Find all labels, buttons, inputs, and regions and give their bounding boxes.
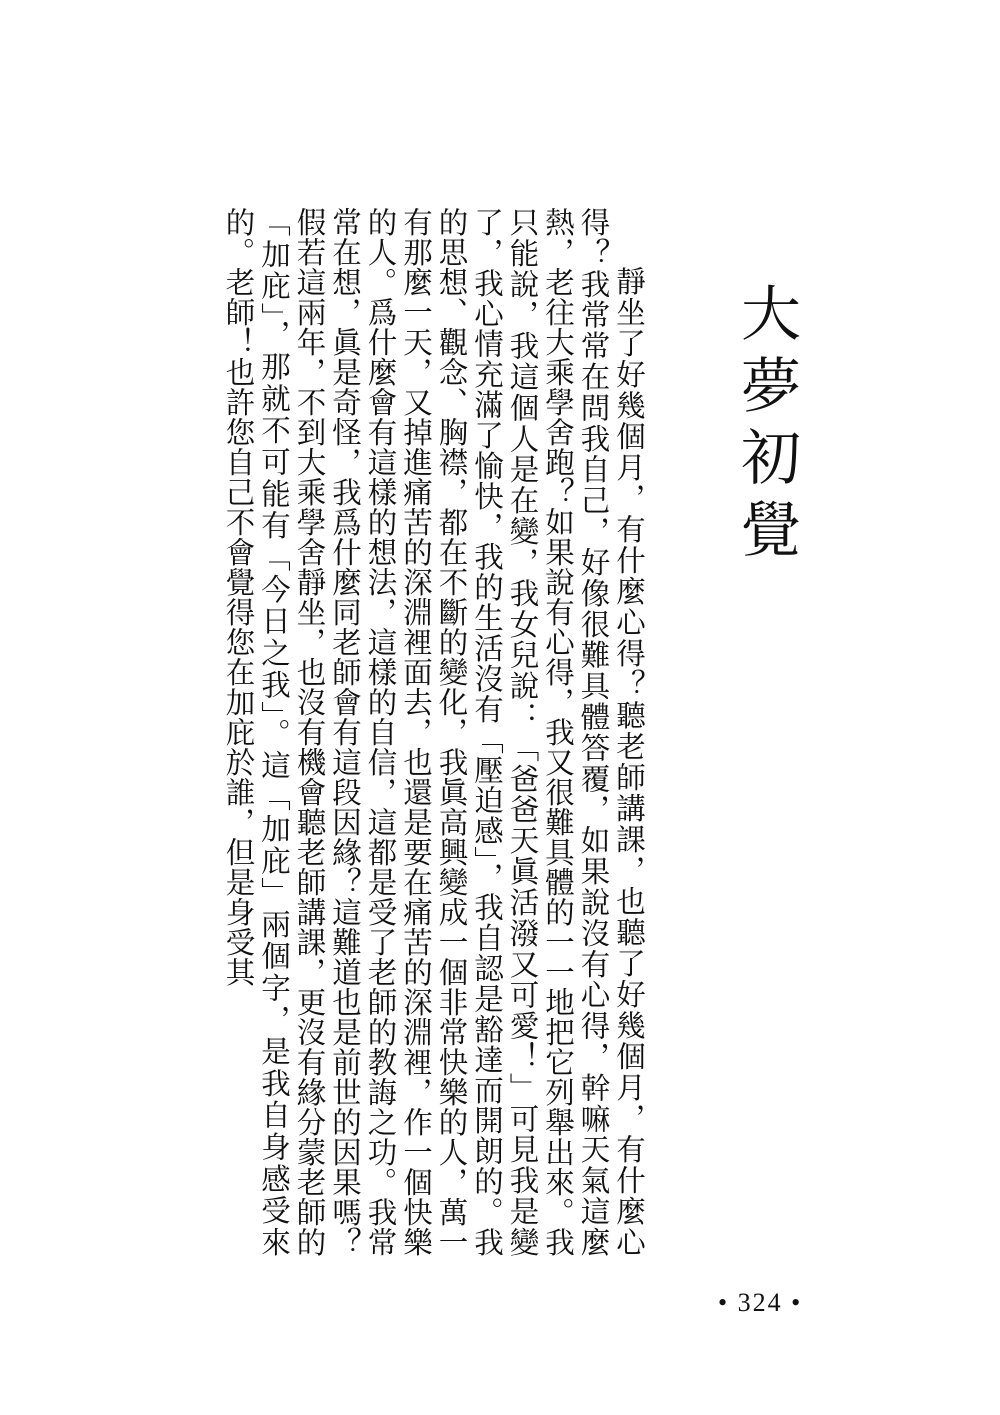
page-title: 大夢初覺 [731, 282, 801, 570]
body-text [176, 207, 646, 1257]
paragraph: 靜坐了好幾個月，有什麼心得？聽老師講課，也聽了好幾個月，有什麼心得？我常常在問我自己，好像很難具體答覆，如果說沒有心得，幹嘛天氣這麼熱，老往大乘學舍跑？如果說有心得，我又很難具體的一一地把它列舉出來。我只能說，我這個人是在變，我女兒說：「爸爸天眞活潑又可愛！」可見我是變了，我心情充滿了愉快，我的生活沒有「壓迫感」，我自認是豁達而開朗的。我的思想、觀念、胸襟，都在不斷的變化，我眞高興變成一個非常快樂的人，萬一有那麼一天，又掉進痛苦的深淵裡面去，也還是要在痛苦的深淵裡，作一個快樂的人。爲什麼會有這樣的想法，這樣的自信，這都是受了老師的教誨之功。我常常在想，眞是奇怪，我爲什麼同老師會有這段因緣？這難道也是前世的因果嗎？假若這兩年，不到大乘學舍靜坐，也沒有機會聽老師講課，更沒有緣分蒙老師的「加庇」，那就不可能有「今日之我」。這「加庇」兩個字，是我自身感受來的。老師！也許您自己不會覺得您在加庇於誰，但是身受其 [221, 207, 646, 1257]
page-number: • 324 • [718, 1288, 803, 1317]
